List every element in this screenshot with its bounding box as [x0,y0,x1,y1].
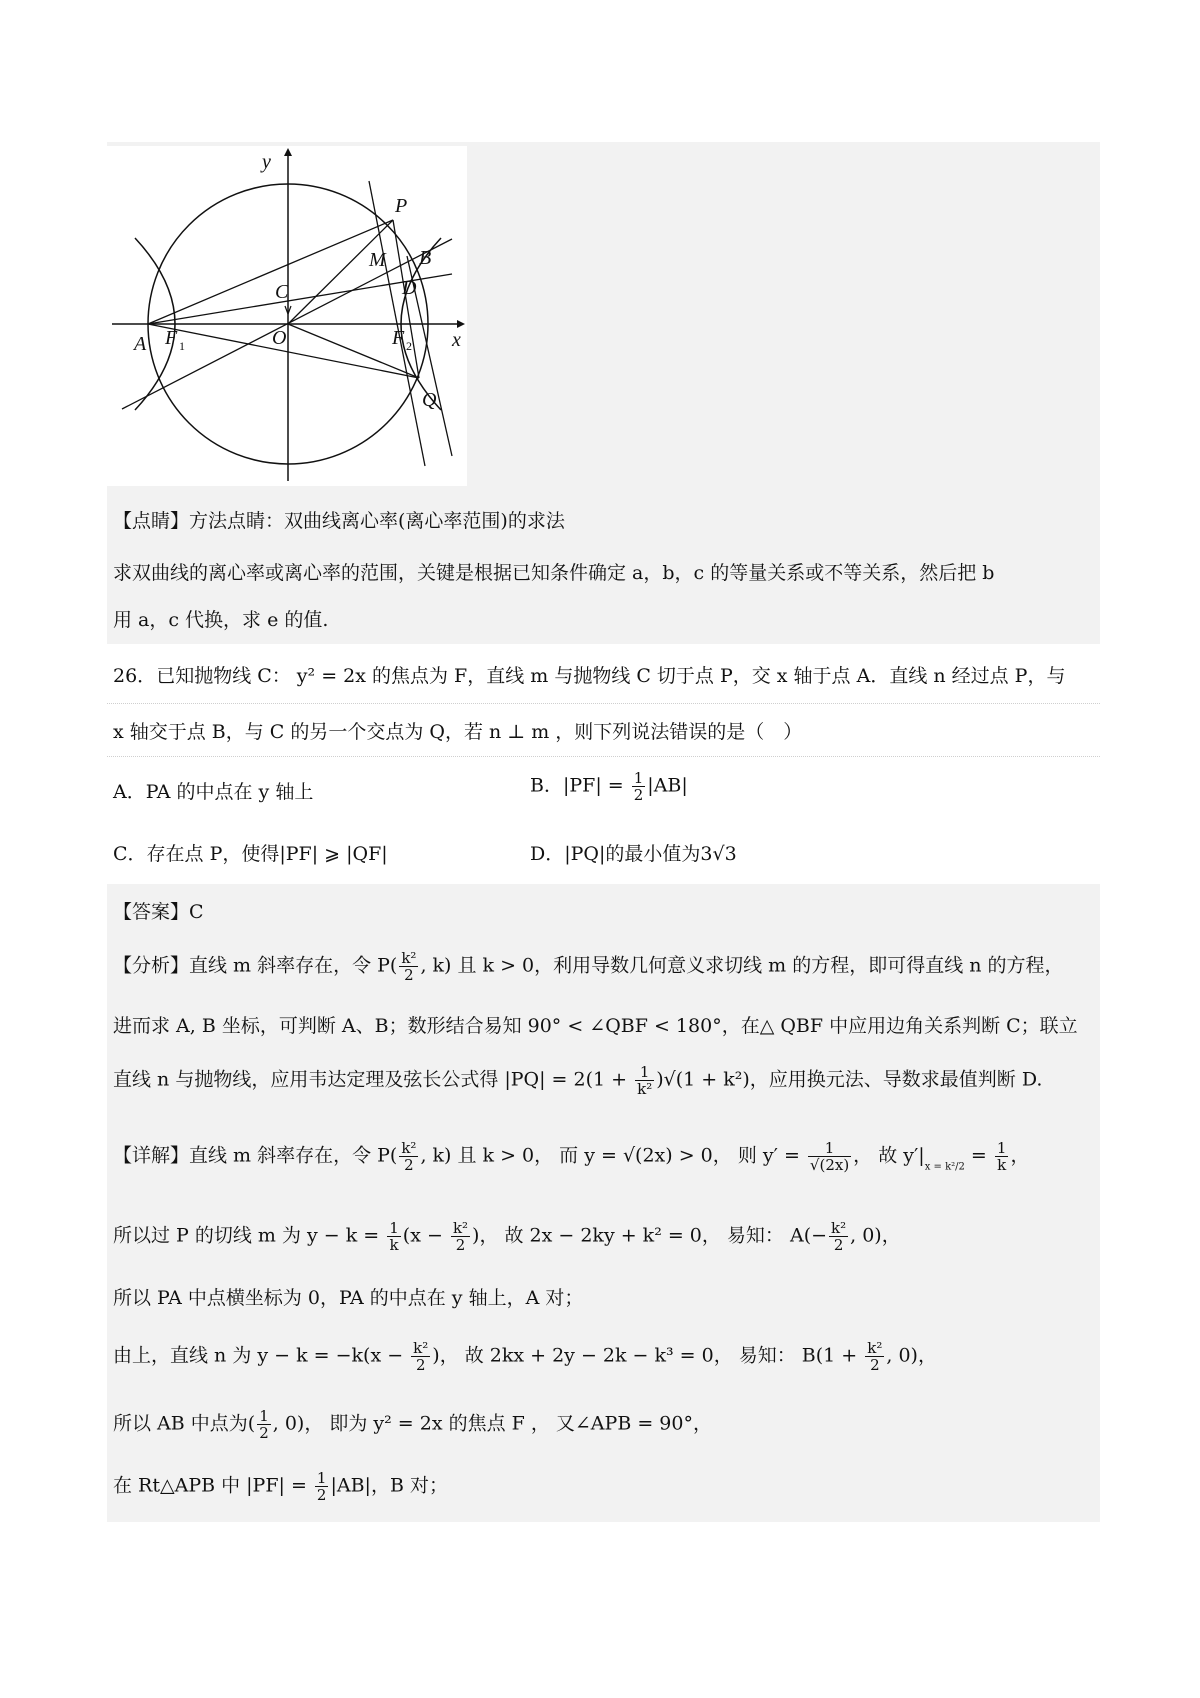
detail-line1: 【详解】直线 m 斜率存在，令 P( $\frac{\text{k²}}{2}$ , k) 且 k > 0， 而 y = √(2x) > 0， 则 y′ = $\frac{1}{√(2x)}$ ， 故 $y'|_{x = k^2/2}$ = $\frac{1}{k}$ ， [113,1139,1030,1174]
tip-title: 【点睛】方法点睛：双曲线离心率(离心率范围)的求法 [113,510,565,532]
hyperbola-circle-figure [107,146,467,486]
option-c: C．存在点 P，使得|PF| ⩾ |QF| [113,843,388,865]
label-F1-sub: 1 [179,339,185,353]
question-number: 26． [113,665,157,687]
label-C: C [275,281,289,303]
detail-line3: 所以 PA 中点横坐标为 0，PA 的中点在 y 轴上，A 对； [113,1287,584,1309]
option-d: D．|PQ|的最小值为3√3 [530,843,737,865]
tip-line2: 用 a，c 代换，求 e 的值. [113,609,329,631]
label-M: M [369,249,386,271]
analysis-line2: 进而求 A, B 坐标，可判断 A、B；数形结合易知 90° < ∠QBF < 180°，在△ QBF 中应用边角关系判断 C；联立 [113,1015,1078,1037]
label-F1: F [165,327,178,349]
option-b: B．|PF| = $\frac{1}{2}$ |AB| [530,769,688,804]
detail-line4: 由上，直线 n 为 y − k = −k(x − $\frac{\text{k²}}{2}$ )， 故 2kx + 2y − 2k − k³ = 0， 易知： B(1 + $\frac{\text{k²}}{2}$ , 0)， [113,1339,937,1374]
tip-line1: 求双曲线的离心率或离心率的范围，关键是根据已知条件确定 a，b，c 的等量关系或不等关系，然后把 b [113,562,995,584]
label-A: A [134,333,147,355]
label-O: O [272,327,287,349]
label-F2: F [392,327,405,349]
analysis-line3: 直线 n 与抛物线，应用韦达定理及弦长公式得 |PQ| = 2(1 + $\frac{1}{\text{k²}}$ )√(1 + k²)，应用换元法、导数求最值判断 D. [113,1063,1043,1098]
label-B: B [419,247,432,269]
label-P: P [395,195,408,217]
option-a: A．PA 的中点在 y 轴上 [113,781,314,803]
dotted-divider [107,703,1100,704]
detail-line2: 所以过 P 的切线 m 为 y − k = $\frac{1}{k}$ (x − $\frac{\text{k²}}{2}$ )， 故 2x − 2ky + k² = 0， 易知： A(− $\frac{\text{k²}}{2}$ , 0)， [113,1219,901,1254]
dotted-divider [107,756,1100,757]
answer: 【答案】C [113,901,204,923]
question-line1 [113,662,1065,690]
analysis-line1: 【分析】直线 m 斜率存在，令 P( $\frac{\text{k²}}{2}$ , k) 且 k > 0，利用导数几何意义求切线 m 的方程，即可得直线 n 的方程， [113,949,1064,984]
detail-line6: 在 Rt△APB 中 |PF| = $\frac{1}{2}$ |AB|，B 对； [113,1469,448,1504]
label-F2-sub: 2 [406,339,412,353]
question-text-1: 已知抛物线 C： y² = 2x 的焦点为 F，直线 m 与抛物线 C 切于点 P，交 x 轴于点 A．直线 n 经过点 P，与 [156,665,1066,687]
detail-line5: 所以 AB 中点为( $\frac{1}{2}$ , 0)， 即为 y² = 2x 的焦点 F ， 又∠APB = 90°， [113,1407,712,1442]
label-Q: Q [422,389,437,411]
label-y: y [262,151,271,173]
question-line2: x 轴交于点 B，与 C 的另一个交点为 Q，若 n ⊥ m ，则下列说法错误的是（ ） [113,721,803,743]
label-x: x [452,329,461,351]
fraction-half: $\frac{1}{2}$ [633,769,644,804]
label-D: D [402,277,417,299]
